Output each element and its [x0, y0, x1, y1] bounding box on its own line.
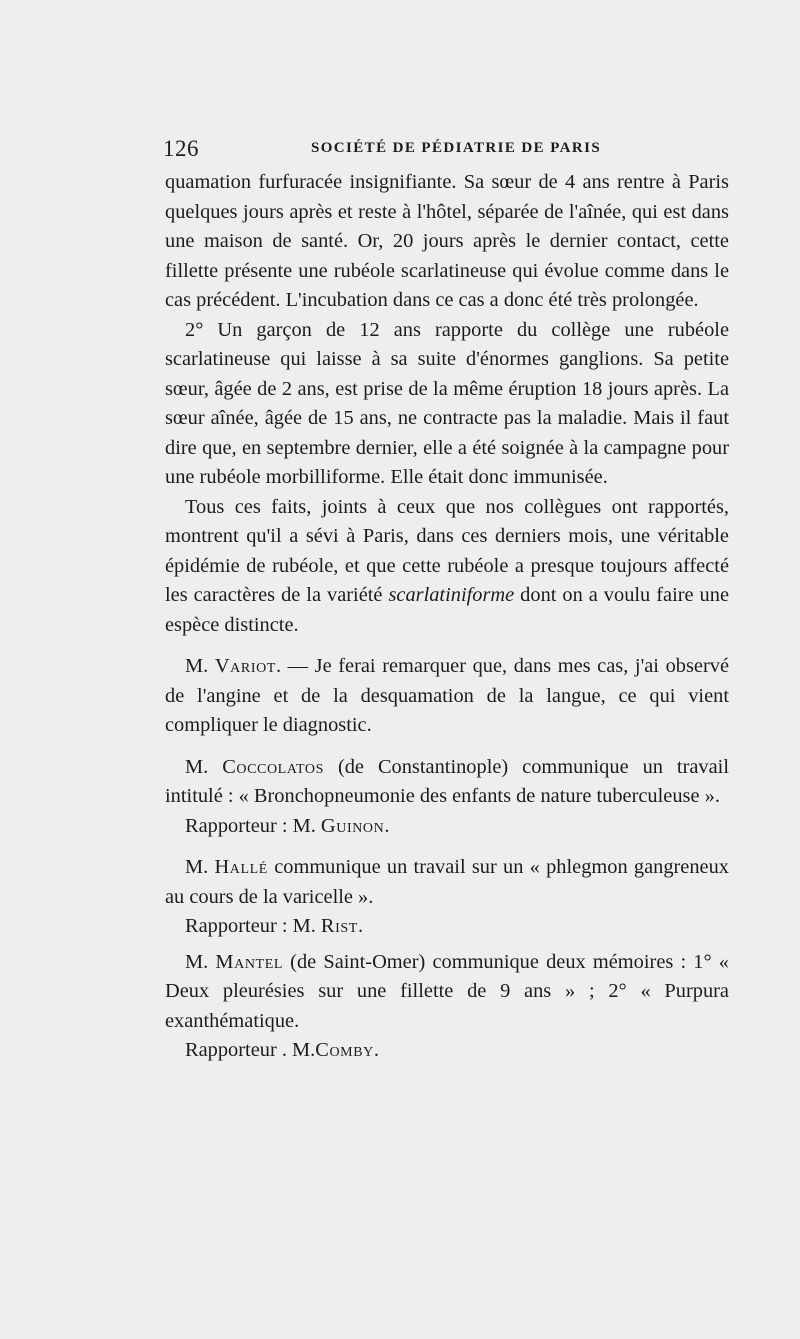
conclusion-italic-term: scarlatiniforme	[388, 584, 515, 606]
rapporteur-comby-prefix: Rapporteur . M.	[185, 1039, 316, 1061]
rapporteur-guinon	[165, 812, 729, 842]
coccolatos-name: Coccolatos	[222, 755, 324, 778]
rapporteur-rist-name: Rist	[320, 915, 358, 937]
rapporteur-comby-suffix: .	[373, 1039, 379, 1061]
mantel-name: Mantel	[215, 950, 284, 973]
running-head	[163, 136, 729, 166]
halle-text: communique un travail sur un « phlegmon gangreneux au cours de la varicelle ».	[165, 856, 729, 908]
rapporteur-comby-name: Comby	[315, 1039, 374, 1061]
mantel-prefix: M.	[185, 950, 216, 973]
mantel-text: (de Saint-Omer) communique deux mémoires : 1° « Deux pleurésies sur une fillette de 9 ans » ; 2° « Purpura exanthématique.	[165, 950, 730, 1032]
paragraph-case-2: 2° Un garçon de 12 ans rapporte du collège une rubéole scarlatineuse qui laisse à sa suite d'énormes ganglions. Sa petite sœur, âgée de 2 ans, est prise de la même éruption 18 jours après. La sœur aînée, âgée de 15 ans, ne contracte pas la maladie. Mais il faut dire que, en septembre dernier, elle a été soignée à la campagne pour une rubéole morbilliforme. Elle était donc immunisée.	[165, 318, 729, 488]
rapporteur-guinon-suffix: .	[384, 814, 390, 837]
body-text	[165, 168, 729, 1066]
rapporteur-comby	[165, 1036, 729, 1066]
paragraph-coccolatos	[165, 753, 729, 812]
halle-prefix: M.	[185, 856, 215, 878]
rapporteur-guinon-name: Guinon	[320, 814, 385, 837]
paragraph-variot	[165, 652, 729, 741]
running-head-title: SOCIÉTÉ DE PÉDIATRIE DE PARIS	[311, 140, 602, 156]
conclusion-text-end: dont on a voulu faire une espèce distincte.	[165, 584, 729, 636]
variot-prefix: M.	[185, 655, 215, 677]
rapporteur-guinon-prefix: Rapporteur : M.	[185, 814, 321, 837]
paragraph-halle	[165, 853, 729, 912]
rapporteur-rist-suffix: .	[357, 915, 364, 937]
variot-name: Variot	[214, 655, 276, 677]
paragraph-continuation: quamation furfuracée insignifiante. Sa sœur de 4 ans rentre à Paris quelques jours après et reste à l'hôtel, séparée de l'aînée, qui est dans une maison de santé. Or, 20 jours après le dernier contact, cette fillette présente une rubéole scarlatineuse qui évolue comme dans le cas précédent. L'incubation dans ce cas a donc été très prolongée.	[165, 171, 729, 311]
variot-text: . — Je ferai remarquer que, dans mes cas, j'ai observé de l'angine et de la desquamation de la langue, ce qui vient compliquer le diagnostic.	[165, 655, 729, 736]
rapporteur-rist-prefix: Rapporteur : M.	[185, 915, 321, 937]
paragraph-conclusion	[165, 493, 729, 641]
paragraph-mantel	[165, 948, 729, 1037]
coccolatos-text: (de Constantinople) communique un travail intitulé : « Bronchopneumonie des enfants de nature tuberculeuse ».	[165, 755, 729, 807]
rapporteur-rist	[165, 912, 729, 942]
halle-name: Hallé	[214, 856, 268, 878]
coccolatos-prefix: M.	[185, 755, 223, 778]
page-number: 126	[163, 136, 199, 161]
conclusion-text-start: Tous ces faits, joints à ceux que nos collègues ont rapportés, montrent qu'il a sévi à Paris, dans ces derniers mois, une véritable épidémie de rubéole, et que cette rubéole a presque toujours affecté les caractères de la variété	[165, 495, 729, 606]
